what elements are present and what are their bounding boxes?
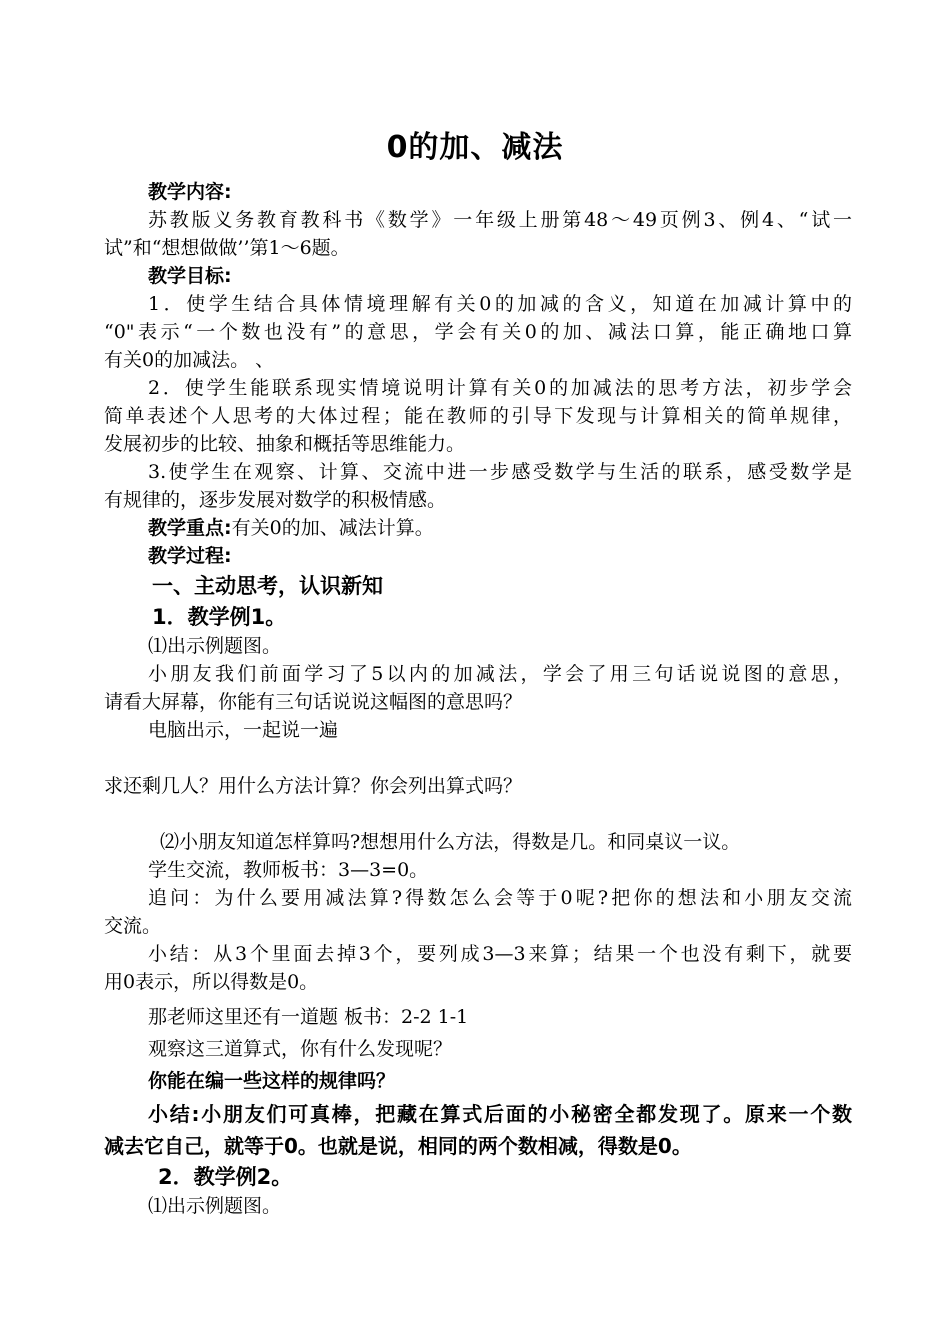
paragraph-line-bold: 你能在编一些这样的规律吗？	[148, 1070, 396, 1092]
paragraph-line: 3.使学生在观察、计算、交流中进一步感受数学与生活的联系，感受数学是	[148, 461, 852, 483]
paragraph-line: 追问：为什么要用减法算?得数怎么会等于0呢?把你的想法和小朋友交流	[148, 887, 852, 909]
paragraph-line: 2．使学生能联系现实情境说明计算有关0的加减法的思考方法，初步学会	[148, 377, 852, 399]
paragraph-line: 那老师这里还有一道题 板书：2-2 1-1	[148, 1006, 469, 1028]
paragraph-line: 求还剩几人？用什么方法计算？你会列出算式吗？	[104, 775, 523, 797]
paragraph-line: “0"表示“一个数也没有”的意思，学会有关0的加、减法口算，能正确地口算	[104, 321, 852, 343]
paragraph-line: ⑵小朋友知道怎样算吗?想想用什么方法，得数是几。和同桌议一议。	[160, 831, 741, 853]
key-point-line	[148, 514, 896, 542]
paragraph-line: 电脑出示，一起说一遍	[148, 719, 339, 741]
section-heading: 一、主动思考，认识新知	[152, 574, 383, 598]
paragraph-line: 学生交流，教师板书：3—3=0。	[148, 859, 429, 881]
paragraph-line: 1．使学生结合具体情境理解有关0的加减的含义，知道在加减计算中的	[148, 293, 852, 315]
page-title: 0的加、减法	[386, 130, 564, 165]
paragraph-line: 用0表示，所以得数是0。	[104, 971, 319, 993]
paragraph-line: 有关0的加减法。 、	[104, 349, 275, 371]
summary-line-bold: 小结:小朋友们可真棒，把藏在算式后面的小秘密全都发现了。原来一个数	[148, 1102, 852, 1126]
summary-line-bold: 减去它自己，就等于0。也就是说，相同的两个数相减，得数是0。	[104, 1134, 692, 1158]
subsection-heading: 1．教学例1。	[152, 605, 287, 629]
heading-teaching-process: 教学过程:	[148, 545, 232, 567]
paragraph-line: 简单表述个人思考的大体过程；能在教师的引导下发现与计算相关的简单规律，	[104, 405, 852, 427]
paragraph-line: ⑴出示例题图。	[148, 635, 282, 657]
paragraph-line: 发展初步的比较、抽象和概括等思维能力。	[104, 433, 466, 455]
heading-teaching-goals: 教学目标:	[148, 265, 232, 287]
heading-key-point: 教学重点:	[148, 517, 232, 539]
subsection-heading: 2．教学例2。	[158, 1165, 293, 1189]
paragraph-line: 交流。	[104, 915, 162, 937]
paragraph-line: 有规律的，逐步发展对数学的积极情感。	[104, 489, 447, 511]
paragraph-line: 观察这三道算式，你有什么发现呢？	[148, 1038, 453, 1060]
key-point-text: 有关0的加、减法计算。	[231, 517, 434, 539]
paragraph-line: 小朋友我们前面学习了5以内的加减法，学会了用三句话说说图的意思，	[148, 663, 852, 685]
paragraph-line: 苏教版义务教育教科书《数学》一年级上册第48～49页例3、例4、“试一	[148, 209, 852, 231]
paragraph-line: 请看大屏幕，你能有三句话说说这幅图的意思吗？	[104, 691, 523, 713]
paragraph-line: ⑴出示例题图。	[148, 1195, 282, 1217]
paragraph-line: 试”和“想想做做’’第1～6题。	[104, 237, 350, 259]
paragraph-line: 小结：从3个里面去掉3个，要列成3—3来算；结果一个也没有剩下，就要	[148, 943, 852, 965]
heading-teaching-content: 教学内容:	[148, 181, 232, 203]
